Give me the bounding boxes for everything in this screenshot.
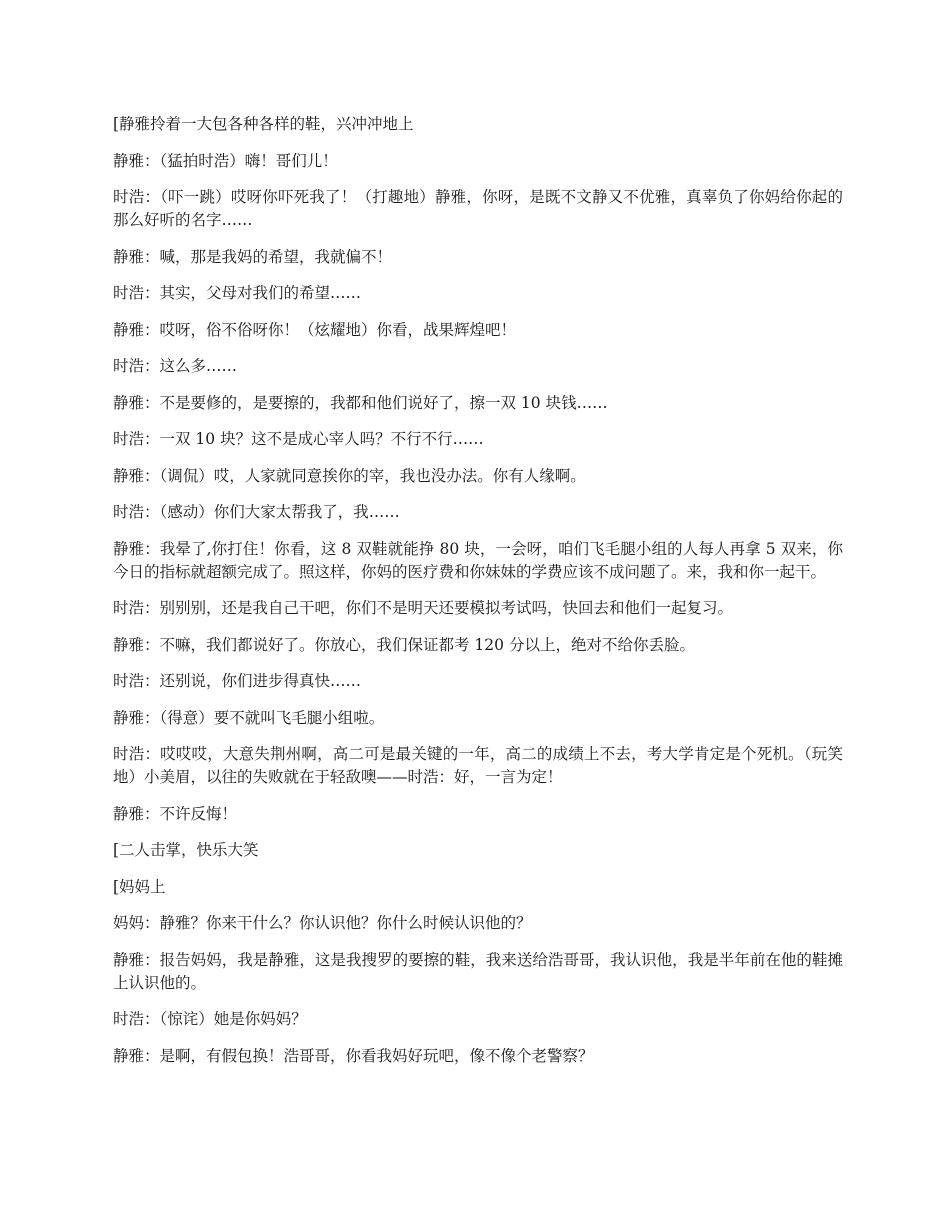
paragraph: 时浩：别别别，还是我自己干吧，你们不是明天还要模拟考试吗，快回去和他们一起复习。 [113, 599, 734, 617]
paragraph: 静雅：（猛拍时浩）嗨！哥们儿！ [113, 151, 338, 170]
paragraph: 静雅：报告妈妈，我是静雅，这是我搜罗的要擦的鞋，我来送给浩哥哥，我认识他，我是半年前在他的鞋摊上认识他的。 [113, 950, 843, 992]
document-page [113, 113, 843, 1081]
paragraph: 静雅：我晕了,你打住！你看，这 8 双鞋就能挣 80 块，一会呀，咱们飞毛腿小组的人每人再拿 5 双来，你今日的指标就超额完成了。照这样，你妈的医疗费和你妹妹的学费应该不成问题了。来，我和你一起干。 [113, 539, 843, 581]
paragraph: 时浩：其实，父母对我们的希望…… [113, 284, 362, 302]
paragraph: 时浩：一双 10 块？这不是成心宰人吗？不行不行…… [113, 430, 484, 448]
paragraph: 时浩：（吓一跳）哎呀你吓死我了！（打趣地）静雅，你呀，是既不文静又不优雅，真辜负了你妈给你起的那么好听的名字…… [113, 188, 843, 229]
paragraph: 时浩：（惊诧）她是你妈妈？ [113, 1010, 307, 1028]
paragraph: 静雅：哎呀，俗不俗呀你！（炫耀地）你看，战果辉煌吧！ [113, 320, 517, 339]
paragraph: 静雅：喊，那是我妈的希望，我就偏不！ [113, 247, 393, 266]
paragraph: [二人击掌，快乐大笑 [113, 841, 259, 859]
paragraph: 妈妈：静雅？你来干什么？你认识他？你什么时候认识他的？ [113, 914, 532, 932]
paragraph: 静雅：（得意）要不就叫飞毛腿小组啦。 [113, 708, 385, 727]
paragraph: 时浩：（感动）你们大家太帮我了，我…… [113, 503, 400, 521]
paragraph: 时浩：还别说，你们进步得真快…… [113, 672, 362, 690]
paragraph: [静雅拎着一大包各种各样的鞋，兴冲冲地上 [113, 115, 414, 133]
paragraph: [妈妈上 [113, 877, 166, 896]
paragraph: 静雅：不是要修的，是要擦的，我都和他们说好了，擦一双 10 块钱…… [113, 393, 608, 412]
paragraph: 静雅：是啊，有假包换！浩哥哥，你看我妈好玩吧，像不像个老警察？ [113, 1046, 594, 1065]
paragraph: 静雅：不嘛，我们都说好了。你放心，我们保证都考 120 分以上，绝对不给你丢脸。 [113, 635, 695, 654]
paragraph: 静雅：（调侃）哎，人家就同意挨你的宰，我也没办法。你有人缘啊。 [113, 466, 586, 485]
paragraph: 静雅：不许反悔！ [113, 804, 238, 823]
paragraph: 时浩：哎哎哎，大意失荆州啊，高二可是最关键的一年，高二的成绩上不去，考大学肯定是个死机。（玩笑地）小美眉，以往的失败就在于轻敌噢——时浩：好，一言为定！ [113, 745, 843, 786]
paragraph: 时浩：这么多…… [113, 357, 238, 375]
